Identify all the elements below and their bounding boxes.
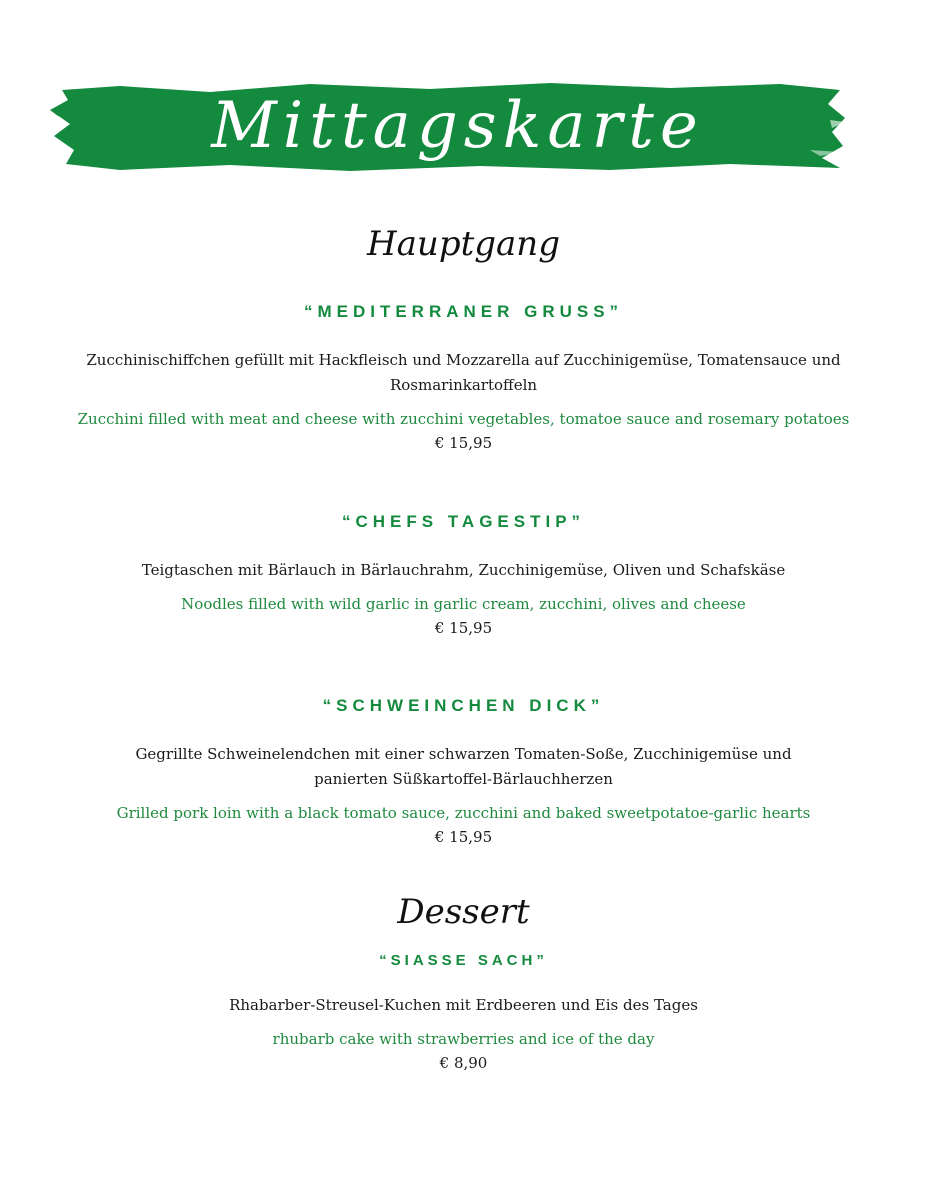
dish-name: “SIASSE SACH” (379, 952, 548, 969)
dish-description-en: rhubarb cake with strawberries and ice of the day (272, 1030, 655, 1048)
dish-name: “SCHWEINCHEN DICK” (322, 696, 605, 715)
dish-price: € 15,95 (434, 619, 493, 637)
dish-description-en: Zucchini filled with meat and cheese with zucchini vegetables, tomatoe sauce and rosemary potatoes (77, 410, 850, 428)
dish-item (0, 952, 927, 1074)
dish-price: € 15,95 (434, 434, 493, 452)
title-banner (50, 80, 845, 172)
dish-price: € 15,95 (434, 828, 493, 846)
dish-item (0, 302, 927, 454)
dish-description-de: Rhabarber-Streusel-Kuchen mit Erdbeeren und Eis des Tages (229, 996, 698, 1014)
dish-name: “CHEFS TAGESTIP” (341, 512, 586, 531)
dish-price: € 8,90 (439, 1054, 488, 1072)
page-title: Mittagskarte (211, 89, 704, 163)
dish-name: “MEDITERRANER GRUSS” (303, 302, 624, 321)
dish-description-en: Grilled pork loin with a black tomato sauce, zucchini and baked sweetpotatoe-garlic hearts (116, 804, 811, 822)
dish-description-de: Teigtaschen mit Bärlauch in Bärlauchrahm, Zucchinigemüse, Oliven und Schafskäse (141, 561, 786, 579)
dish-description-en: Noodles filled with wild garlic in garlic cream, zucchini, olives and cheese (181, 595, 746, 613)
dish-description-de: Zucchinischiffchen gefüllt mit Hackfleisch und Mozzarella auf Zucchinigemüse, Tomatensauce und Rosmarinkartoffeln (86, 351, 841, 394)
dish-item (0, 512, 927, 639)
dish-item (0, 696, 927, 848)
section-heading-dessert: Dessert (397, 892, 530, 932)
dish-description-de: Gegrillte Schweinelendchen mit einer schwarzen Tomaten-Soße, Zucchinigemüse und panierten Süßkartoffel-Bärlauchherzen (135, 745, 792, 788)
section-heading-main: Hauptgang (367, 224, 560, 264)
